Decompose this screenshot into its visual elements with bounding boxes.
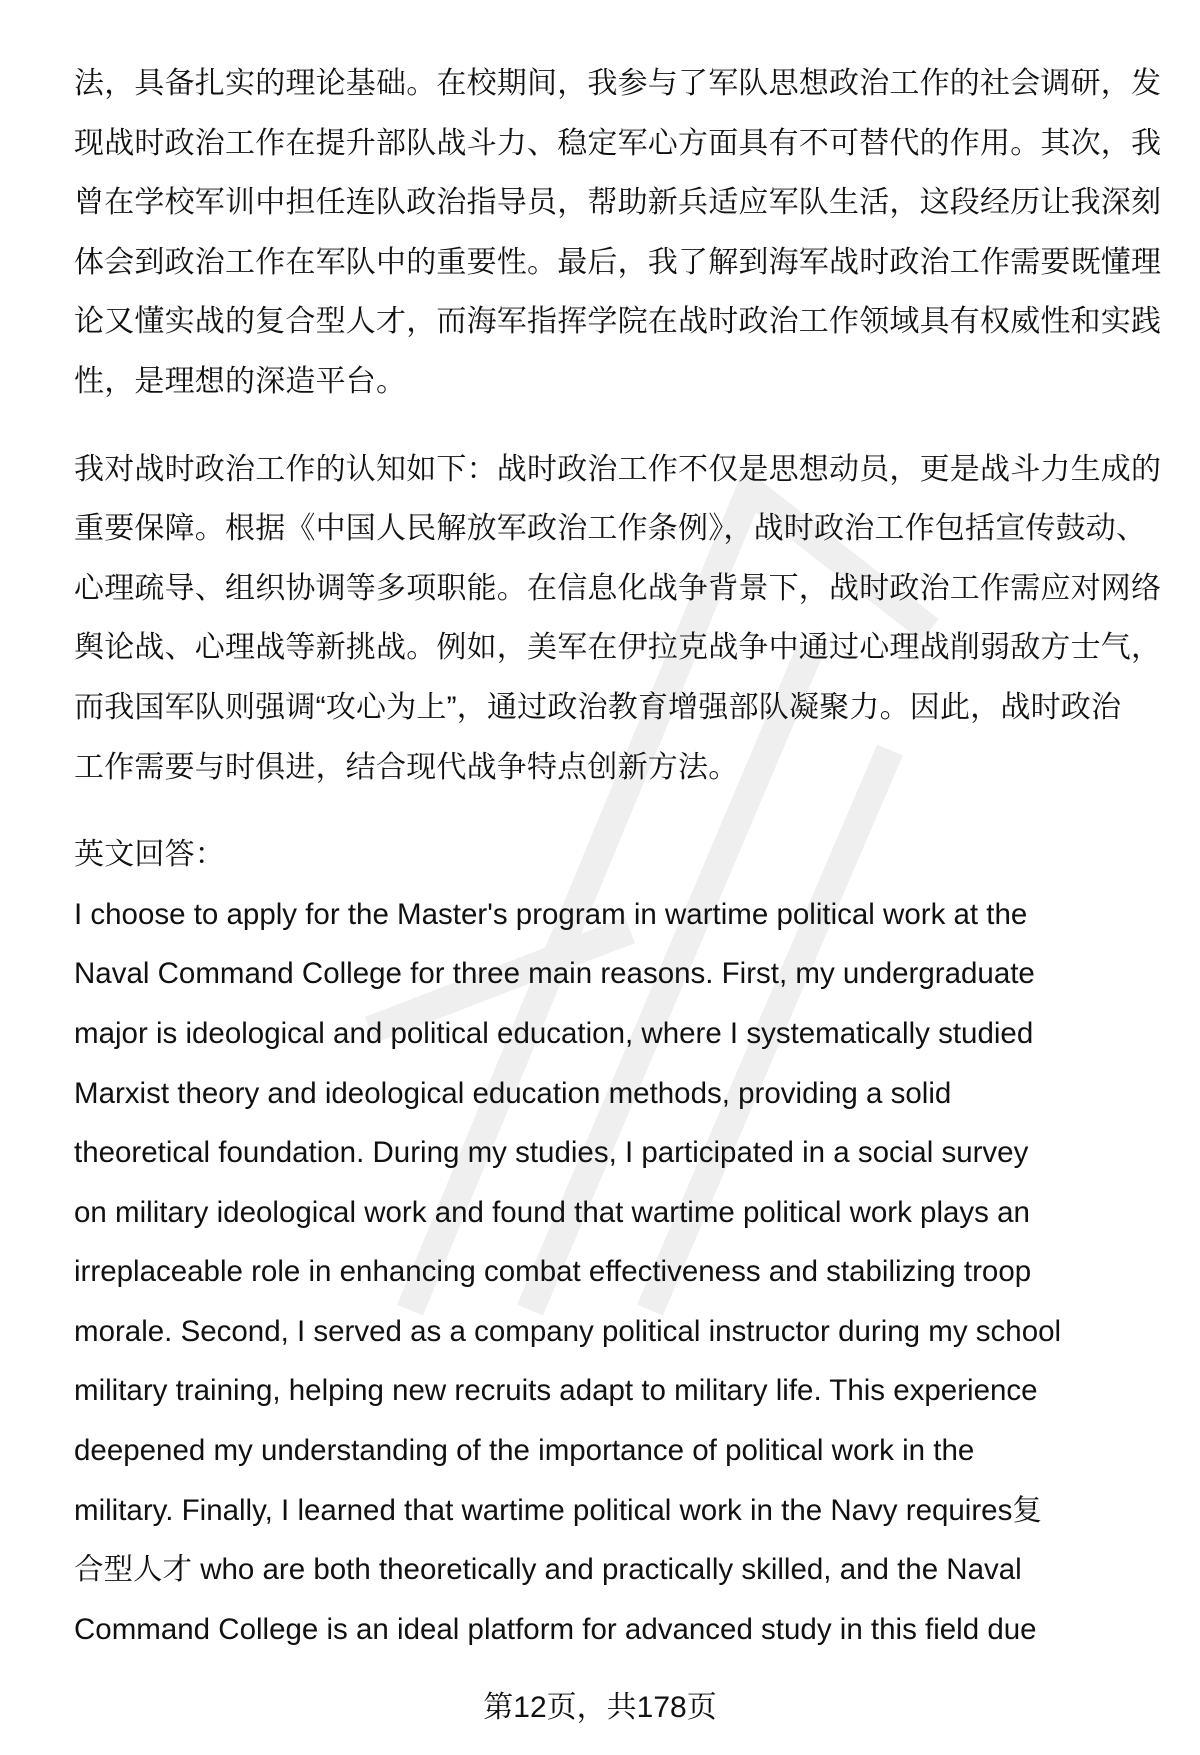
english-answer-heading: 英文回答： — [74, 838, 225, 872]
page-number: 第12页，共178页 — [483, 1691, 717, 1724]
text-line: I choose to apply for the Master's program in wartime political work at the — [74, 897, 1028, 931]
text-line: major is ideological and political education, where I systematically studied — [74, 1016, 1034, 1050]
text-line: 而我国军队则强调“攻心为上”，通过政治教育增强部队凝聚力。因此，战时政治 — [74, 690, 1122, 724]
text-line: on military ideological work and found that wartime political work plays an — [74, 1195, 1030, 1229]
text-line: 心理疏导、组织协调等多项职能。在信息化战争背景下，战时政治工作需应对网络 — [74, 571, 1162, 605]
text-line: theoretical foundation. During my studies, I participated in a social survey — [74, 1136, 1029, 1170]
text-line: Naval Command College for three main reasons. First, my undergraduate — [74, 957, 1035, 991]
text-line: 现战时政治工作在提升部队战斗力、稳定军心方面具有不可替代的作用。其次，我 — [74, 126, 1162, 160]
text-line: military. Finally, I learned that wartime political work in the Navy requires复 — [74, 1493, 1042, 1527]
text-line: irreplaceable role in enhancing combat effectiveness and stabilizing troop — [74, 1255, 1032, 1289]
text-line: morale. Second, I served as a company political instructor during my school — [74, 1314, 1062, 1348]
text-line: 合型人才 who are both theoretically and practically skilled, and the Naval — [74, 1553, 1022, 1587]
text-line: Command College is an ideal platform for advanced study in this field due — [74, 1612, 1037, 1646]
text-line: Marxist theory and ideological education methods, providing a solid — [74, 1076, 952, 1110]
text-line: 曾在学校军训中担任连队政治指导员，帮助新兵适应军队生活，这段经历让我深刻 — [74, 186, 1162, 220]
text-line: 舆论战、心理战等新挑战。例如，美军在伊拉克战争中通过心理战削弱敌方士气， — [74, 631, 1162, 665]
document-body — [74, 54, 1174, 1659]
text-line: 性，是理想的深造平台。 — [74, 364, 407, 398]
paragraph-understanding — [74, 440, 1174, 798]
text-line: 论又懂实战的复合型人才，而海军指挥学院在战时政治工作领域具有权威性和实践 — [74, 305, 1162, 339]
text-line: 体会到政治工作在军队中的重要性。最后，我了解到海军战时政治工作需要既懂理 — [74, 245, 1162, 279]
text-line: 我对战时政治工作的认知如下：战时政治工作不仅是思想动员，更是战斗力生成的 — [74, 452, 1162, 486]
text-line: military training, helping new recruits adapt to military life. This experience — [74, 1374, 1038, 1408]
text-line: 工作需要与时俱进，结合现代战争特点创新方法。 — [74, 750, 739, 784]
text-line: 重要保障。根据《中国人民解放军政治工作条例》，战时政治工作包括宣传鼓动、 — [74, 512, 1147, 546]
paragraph-motivation — [74, 54, 1174, 412]
text-line: 法，具备扎实的理论基础。在校期间，我参与了军队思想政治工作的社会调研，发 — [74, 67, 1162, 100]
paragraph-english-answer — [74, 885, 1174, 1660]
text-line: deepened my understanding of the importance of political work in the — [74, 1434, 975, 1468]
